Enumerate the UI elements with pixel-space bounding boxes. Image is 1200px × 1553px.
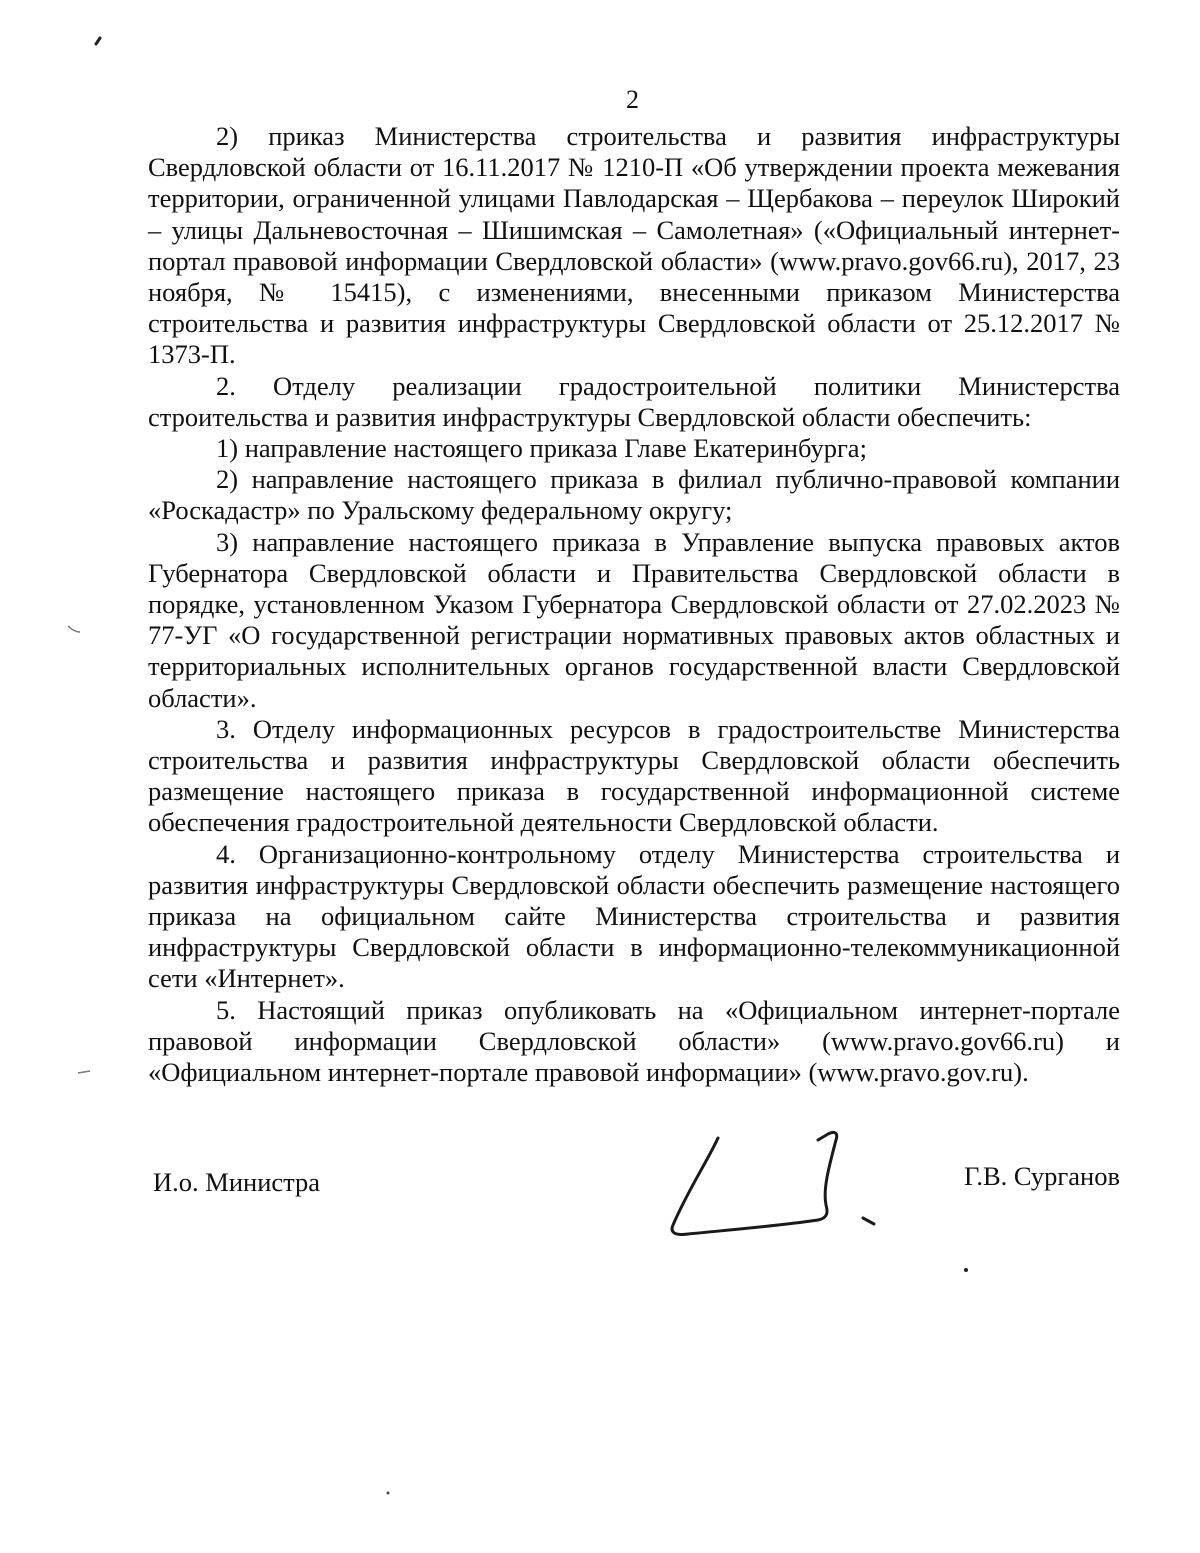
paragraph-section-5: 5. Настоящий приказ опубликовать на «Официальном интернет-портале правовой информации Свердловской области» (www.pravo.gov66.ru) и «Официальном интернет-портале правовой информации» (www.pravo.gov.ru). xyxy=(148,994,1120,1088)
paragraph-section-3: 3. Отделу информационных ресурсов в градостроительстве Министерства строительства и развития инфраструктуры Свердловской области обеспечить размещение настоящего приказа в государственной информационной системе обеспечения градостроительной деятельности Свердловской области. xyxy=(148,713,1120,838)
paragraph-item-2-order-reference: 2) приказ Министерства строительства и развития инфраструктуры Свердловской области от 16.11.2017 № 1210-П «Об утверждении проекта межевания территории, ограниченной улицами Павлодарская – Щербакова – переулок Широкий – улицы Дальневосточная – Шишимская – Самолетная» («Официальный интернет-портал правовой информации Свердловской области» (www.pravo.gov66.ru), 2017, 23 ноября, № 15415), с изменениями, внесенными приказом Министерства строительства и развития инфраструктуры Свердловской области от 25.12.2017 № 1373-П. xyxy=(148,121,1120,370)
signatory-name: Г.В. Сурганов xyxy=(964,1161,1120,1191)
paragraph-subitem-2: 2) направление настоящего приказа в филиал публично-правовой компании «Роскадастр» по Уральскому федеральному округу; xyxy=(148,464,1120,526)
handwritten-signature xyxy=(668,1120,928,1250)
signature-block xyxy=(148,1160,1120,1280)
paragraph-subitem-3: 3) направление настоящего приказа в Управление выпуска правовых актов Губернатора Свердловской области и Правительства Свердловской области в порядке, установленном Указом Губернатора Свердловской области от 27.02.2023 № 77-УГ «О государственной регистрации нормативных правовых актов областных и территориальных исполнительных органов государственной власти Свердловской области». xyxy=(148,526,1120,713)
paragraph-section-4: 4. Организационно-контрольному отделу Министерства строительства и развития инфраструктуры Свердловской области обеспечить размещение настоящего приказа на официальном сайте Министерства строительства и развития инфраструктуры Свердловской области в информационно-телекоммуникационной сети «Интернет». xyxy=(148,838,1120,994)
paragraph-subitem-1: 1) направление настоящего приказа Главе Екатеринбурга; xyxy=(216,433,867,464)
paragraph-section-2: 2. Отделу реализации градостроительной политики Министерства строительства и развития инфраструктуры Свердловской области обеспечить: xyxy=(148,370,1120,432)
signatory-title: И.о. Министра xyxy=(153,1167,321,1197)
page-number: 2 xyxy=(626,85,639,114)
document-body xyxy=(148,121,1120,1088)
